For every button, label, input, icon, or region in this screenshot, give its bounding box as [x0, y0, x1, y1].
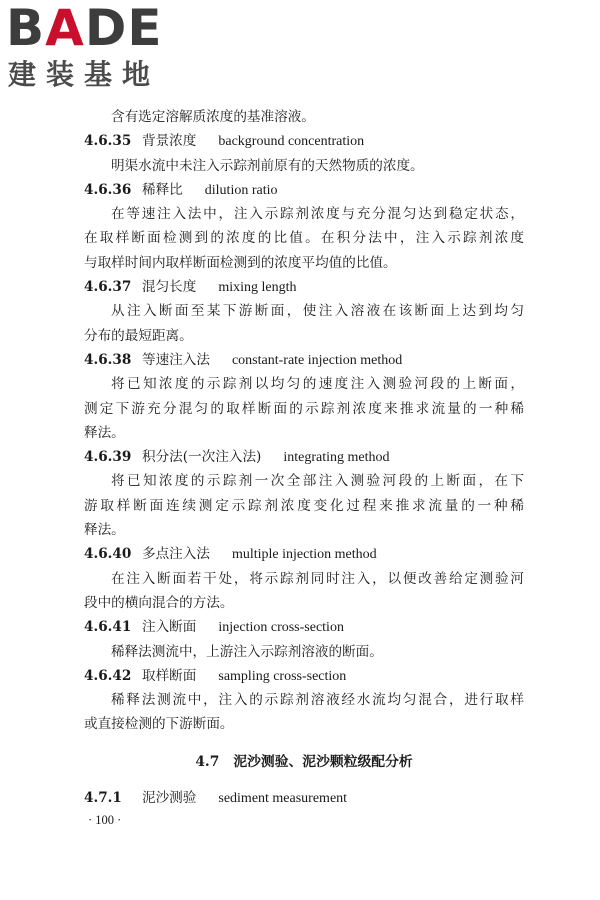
section-number: 4.7	[195, 753, 220, 770]
term-heading	[84, 542, 524, 566]
term-english: sampling cross-section	[218, 668, 347, 684]
logo-subtitle: 建装基地	[8, 58, 161, 91]
term-english: mixing length	[218, 280, 297, 296]
definition-line: 在取样断面检测到的浓度的比值。在积分法中，注入示踪剂浓度	[84, 230, 524, 247]
term-chinese: 取样断面	[142, 667, 197, 684]
site-logo	[6, 2, 181, 100]
term-english: background concentration	[218, 134, 365, 150]
definition-line: 游取样断面连续测定示踪剂浓度变化过程来推求流量的一种稀	[84, 497, 524, 514]
term-chinese: 等速注入法	[142, 351, 210, 368]
definition-line: 稀释法测流中，上游注入示踪剂溶液的断面。	[111, 643, 383, 660]
term-heading	[84, 445, 524, 469]
term-chinese: 注入断面	[142, 619, 197, 636]
definition-line: 释法。	[84, 424, 125, 441]
term-number: 4.6.37	[84, 279, 132, 296]
term-entries	[84, 129, 524, 736]
term-number: 4.7.1	[84, 789, 122, 806]
document-body	[84, 105, 524, 830]
term-english: dilution ratio	[204, 182, 278, 198]
term-number: 4.6.36	[84, 181, 132, 198]
term-heading	[84, 615, 524, 639]
definition-line: 明渠水流中未注入示踪剂前原有的天然物质的浓度。	[111, 157, 424, 174]
term-english: constant-rate injection method	[231, 352, 403, 368]
term-chinese: 泥沙测验	[142, 789, 197, 806]
definition-line: 在等速注入法中，注入示踪剂浓度与充分混匀达到稳定状态，	[111, 206, 524, 223]
definition-line: 稀释法测流中，注入的示踪剂溶液经水流均匀混合，进行取样	[111, 692, 524, 709]
term-heading	[84, 129, 524, 153]
term-english: multiple injection method	[231, 547, 377, 563]
term-heading	[84, 786, 524, 810]
term-chinese: 混匀长度	[142, 279, 197, 296]
term-english: integrating method	[283, 450, 390, 466]
term-chinese: 背景浓度	[142, 133, 197, 150]
term-number: 4.6.38	[84, 351, 132, 368]
term-number: 4.6.35	[84, 133, 132, 150]
definition-line: 将已知浓度的示踪剂一次全部注入测验河段的上断面，在下	[111, 473, 524, 490]
definition-line: 将已知浓度的示踪剂以均匀的速度注入测验河段的上断面，	[111, 376, 524, 393]
term-number: 4.6.42	[84, 667, 132, 684]
term-chinese: 多点注入法	[142, 546, 210, 563]
section-title: 泥沙测验、泥沙颗粒级配分析	[233, 753, 413, 770]
term-number: 4.6.41	[84, 619, 132, 636]
page-number: · 100 ·	[88, 813, 122, 828]
definition-line: 分布的最短距离。	[84, 327, 193, 344]
logo-wordmark	[6, 0, 163, 57]
logo-letters-de: DE	[84, 0, 163, 57]
definition-line: 从注入断面至某下游断面，使注入溶液在该断面上达到均匀	[111, 303, 524, 320]
definition-line: 测定下游充分混匀的取样断面的示踪剂浓度来推求流量的一种稀	[84, 400, 524, 417]
term-english: injection cross-section	[218, 620, 344, 636]
logo-letter-a: A	[45, 0, 85, 57]
term-english: sediment measurement	[218, 790, 348, 806]
term-heading	[84, 348, 524, 372]
term-heading	[84, 178, 524, 202]
definition-line: 或直接检测的下游断面。	[84, 716, 234, 733]
section-heading	[84, 750, 524, 774]
definition-line: 段中的横向混合的方法。	[84, 594, 234, 611]
term-chinese: 积分法(一次注入法)	[142, 449, 262, 466]
term-number: 4.6.40	[84, 546, 132, 563]
term-heading	[84, 664, 524, 688]
definition-line: 与取样时间内取样断面检测到的浓度平均值的比值。	[84, 254, 397, 271]
definition-line: 在注入断面若干处，将示踪剂同时注入，以便改善给定测验河	[111, 570, 524, 587]
definition-line: 释法。	[84, 522, 125, 539]
intro-line: 含有选定溶解质浓度的基准溶液。	[111, 109, 315, 125]
term-chinese: 稀释比	[142, 181, 183, 198]
logo-letter-b: B	[6, 0, 46, 57]
term-number: 4.6.39	[84, 449, 132, 466]
term-heading	[84, 275, 524, 299]
